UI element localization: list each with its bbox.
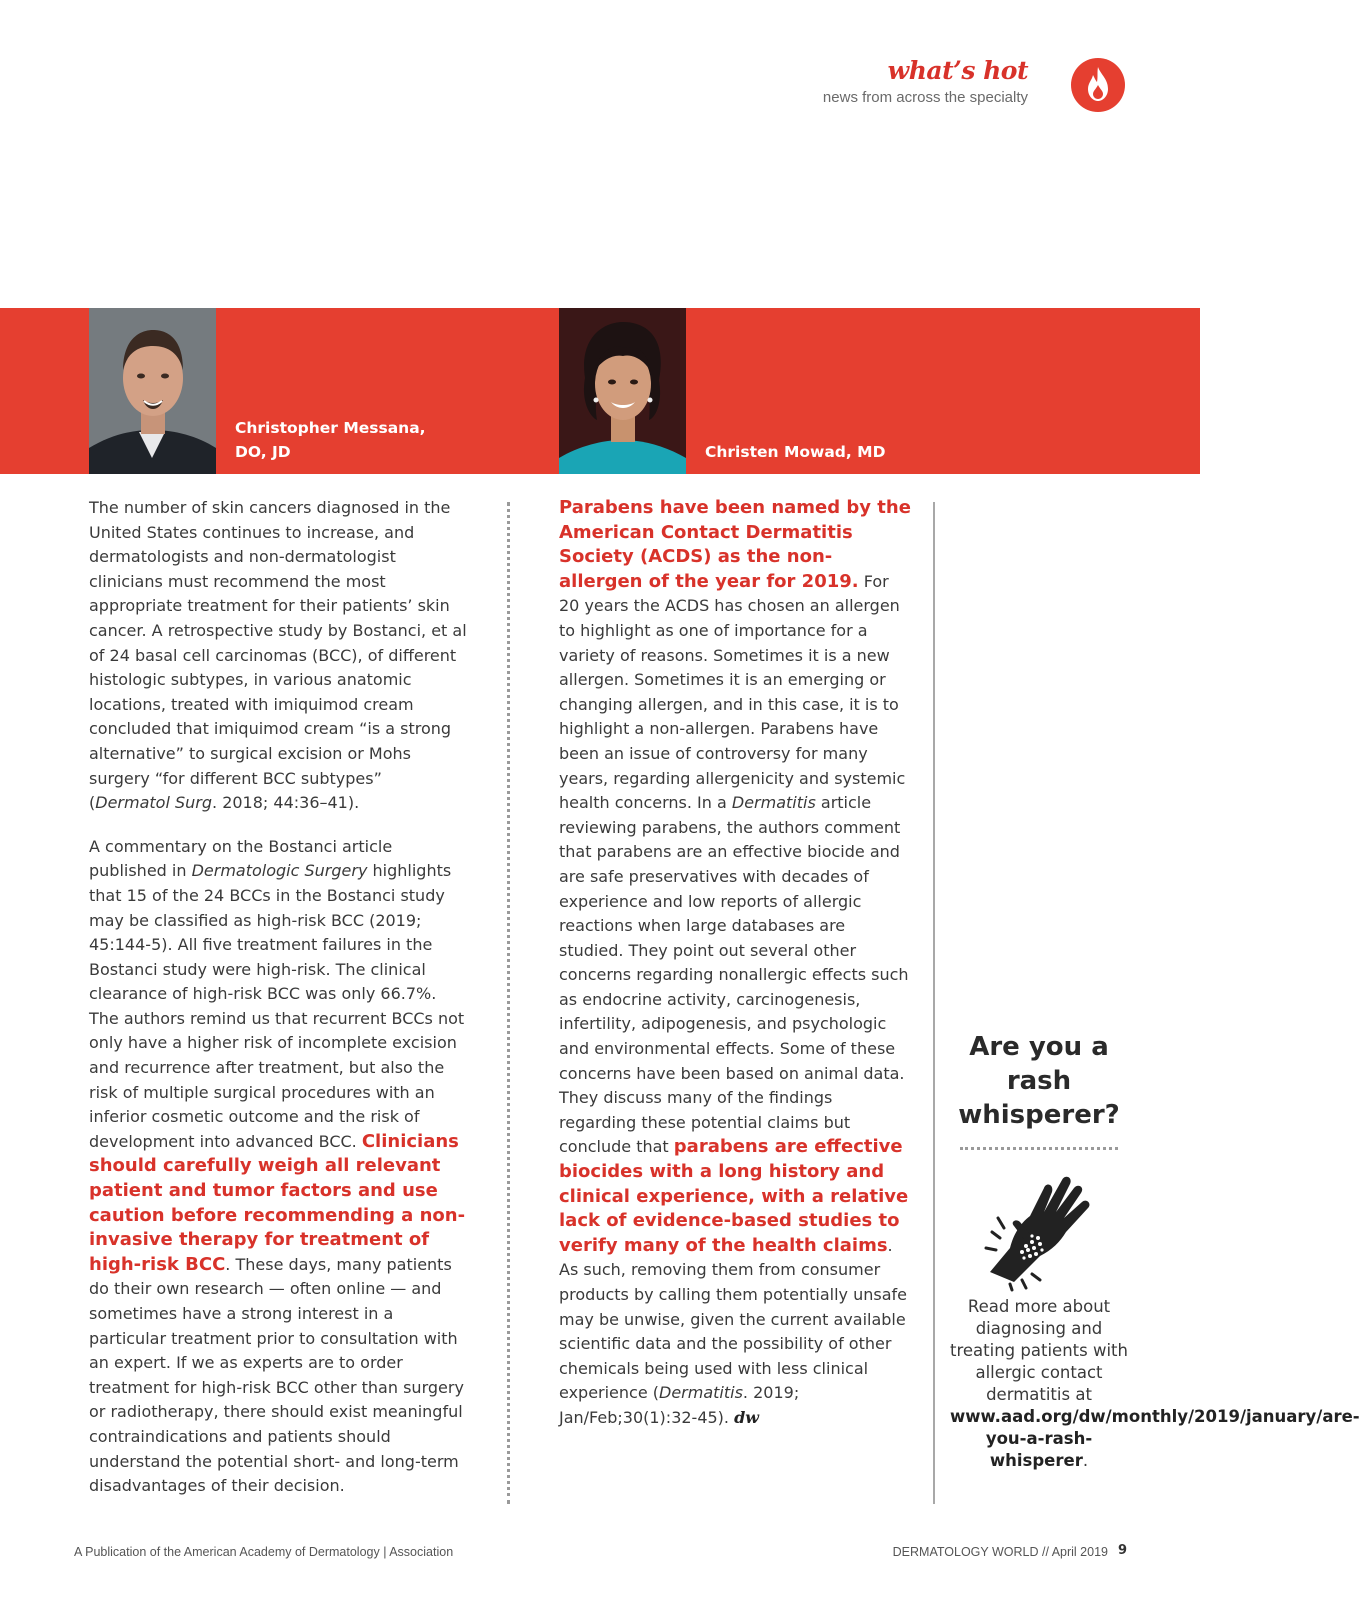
body-text: A commentary on the Bostanci article published in <box>89 836 393 881</box>
paragraph <box>89 496 467 816</box>
highlight-text: Parabens have been named by the American Contact Dermatitis Society (ACDS) as the non-allergen of the year for 2019. <box>559 497 911 592</box>
body-text: . These days, many patients do their own research — often online — and sometimes have a strong interest in a particular treatment prior to consultation with an expert. If we as experts are to order treatment for high-risk BCC other than surgery or radiotherapy, there should exist meaningful contraindications and patients should understand the potential short- and long-term disadvantages of their decision. <box>89 1254 464 1496</box>
body-text: highlights that 15 of the 24 BCCs in the Bostanci study may be classified as high-risk BCC (2019; 45:144-5). All five treatment failures in the Bostanci study were high-risk. The clinical clearance of high-risk BCC was only 66.7%. The authors remind us that recurrent BCCs not only have a higher risk of incomplete excision and recurrence after treatment, but also the risk of multiple surgical procedures with an inferior cosmetic outcome and the risk of development into advanced BCC. <box>89 861 465 1151</box>
signoff-mark: dw <box>734 1407 760 1427</box>
author-name-line: Christopher Messana, <box>235 419 426 437</box>
page-number: 9 <box>1118 1543 1128 1558</box>
sidebar-title: Are you a rash whisperer? <box>958 1032 1120 1130</box>
paragraph <box>559 496 914 1431</box>
sidebar-text <box>950 1296 1360 1472</box>
body-text: . As such, removing them from consumer products by calling them potentially unsafe may be unwise, given the current available scientific data and the possibility of other chemicals being used with less clinical experience ( <box>559 1235 907 1403</box>
author-name-mowad: Christen Mowad, MD <box>705 443 886 461</box>
highlight-text: parabens are effective biocides with a long history and clinical experience, with a relative lack of evidence-based studies to verify many of the health claims <box>559 1136 909 1256</box>
body-text: For 20 years the ACDS has chosen an allergen to highlight as one of importance for a variety of reasons. Sometimes it is a new allergen. Sometimes it is an emerging or changing allergen, and in this case, it is to highlight a non-allergen. Parabens have been an issue of controversy for many years, regarding allergenicity and systemic health concerns. In a <box>559 571 906 813</box>
sidebar-dotted-rule <box>960 1147 1118 1150</box>
sidebar-divider <box>933 502 935 1504</box>
sidebar-link[interactable]: www.aad.org/dw/monthly/2019/january/are-you-a-rash-whisperer <box>950 1407 1360 1470</box>
footer-issue: DERMATOLOGY WORLD // April 2019 <box>892 1545 1108 1559</box>
article-mowad <box>559 496 914 1431</box>
section-title: what’s hot <box>887 56 1028 85</box>
body-text: The number of skin cancers diagnosed in the United States continues to increase, and dermatologists and non-dermatologist clinicians must recommend the most appropriate treatment for their patients’ skin cancer. A retrospective study by Bostanci, et al of 24 basal cell carcinomas (BCC), of different histologic subtypes, in various anatomic locations, treated with imiquimod cream concluded that imiquimod cream “is a strong alternative” to surgical excision or Mohs surgery “for different BCC subtypes” ( <box>89 498 467 813</box>
citation-journal: Dermatitis <box>731 793 816 813</box>
paragraph <box>89 835 467 1499</box>
body-text: . 2019; Jan/Feb;30(1):32-45). <box>559 1383 800 1427</box>
author-name-messana <box>235 416 426 464</box>
column-divider <box>507 502 510 1504</box>
author-photo-mowad <box>559 308 686 474</box>
flame-icon <box>1070 57 1126 113</box>
body-text: . <box>1082 1451 1089 1470</box>
body-text: Read more about diagnosing and treating patients with allergic contact dermatitis at <box>950 1297 1128 1404</box>
glove-icon <box>970 1162 1110 1292</box>
article-messana <box>89 496 467 1499</box>
body-text: article reviewing parabens, the authors comment that parabens are an effective biocide and are safe preservatives with decades of experience and low reports of allergic reactions when large databases are studied. They point out several other concerns regarding nonallergic effects such as endocrine activity, carcinogenesis, infertility, adipogenesis, and psychologic and environmental effects. Some of these concerns have been based on animal data. They discuss many of the findings regarding these potential claims but conclude that <box>559 793 909 1157</box>
citation-journal: Dermatologic Surgery <box>191 861 368 881</box>
highlight-text: Clinicians should carefully weigh all relevant patient and tumor factors and use caution before recommending a non-invasive therapy for treatment of high-risk BCC <box>89 1130 466 1275</box>
author-photo-messana <box>89 308 216 474</box>
citation-journal: Dermatol Surg <box>95 793 213 813</box>
footer-publisher: A Publication of the American Academy of Dermatology | Association <box>74 1545 454 1559</box>
citation-journal: Dermatitis <box>659 1383 743 1403</box>
body-text: . 2018; 44:36–41). <box>212 793 360 813</box>
section-subtitle: news from across the specialty <box>822 89 1028 106</box>
author-credentials-line: DO, JD <box>235 443 291 461</box>
